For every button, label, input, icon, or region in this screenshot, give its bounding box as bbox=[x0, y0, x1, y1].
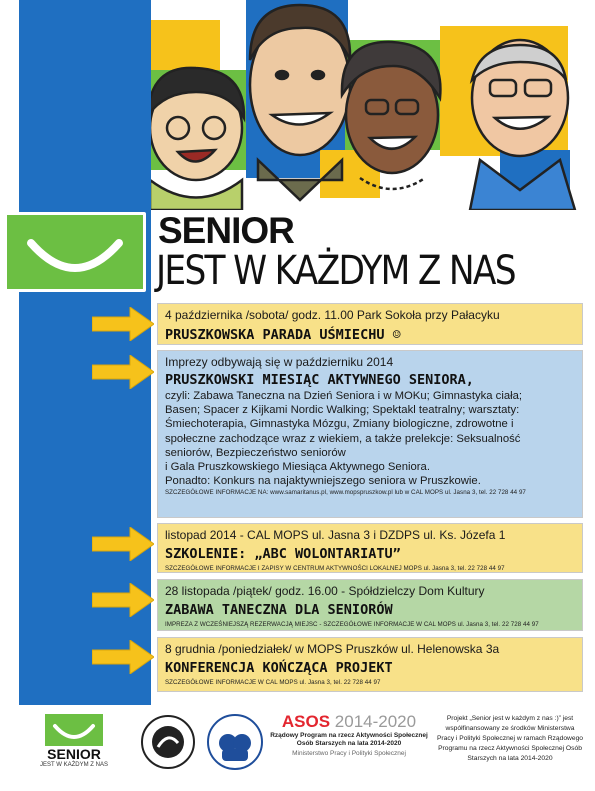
event-details: listopad 2014 - CAL MOPS ul. Jasna 3 i DZDPS ul. Ks. Józefa 1 bbox=[165, 528, 506, 542]
arrow-icon bbox=[92, 583, 154, 617]
event-info: IMPREZA Z WCZEŚNIEJSZĄ REZERWACJĄ MIEJSC - SZCZEGÓŁOWE INFORMACJE W CAL MOPS ul. Jasna 3, tel. 22 728 44 97 bbox=[165, 621, 539, 628]
footer-senior-logo bbox=[30, 712, 118, 778]
asos-line1: Rządowy Program na rzecz Aktywności Społecznej bbox=[270, 732, 428, 739]
asos-title: ASOS bbox=[281, 712, 331, 731]
asos-line2: Osób Starszych na lata 2014-2020 bbox=[296, 740, 402, 747]
event-title: PRUSZKOWSKI MIESIĄC AKTYWNEGO SENIORA, bbox=[165, 372, 474, 388]
asos-years: 2014-2020 bbox=[334, 712, 417, 731]
title-subtitle: JEST W KAŻDYM Z NAS bbox=[156, 248, 515, 294]
event-box-active-senior-month bbox=[157, 350, 583, 518]
arrow-icon bbox=[92, 307, 154, 341]
event-info: SZCZEGÓŁOWE INFORMACJE I ZAPISY W CENTRUM AKTYWNOŚCI LOKALNEJ MOPS ul. Jasna 3, tel. 22 728 44 97 bbox=[165, 565, 505, 572]
footer-logo-title: SENIOR bbox=[47, 746, 101, 762]
event-info: SZCZEGÓŁOWE INFORMACJE W CAL MOPS ul. Jasna 3, tel. 22 728 44 97 bbox=[165, 679, 381, 686]
asos-logo bbox=[270, 712, 428, 774]
event-details: 8 grudnia /poniedziałek/ w MOPS Pruszków ul. Helenowska 3a bbox=[165, 642, 500, 656]
event-title: ZABAWA TANECZNA DLA SENIORÓW bbox=[165, 602, 393, 618]
event-details: 4 października /sobota/ godz. 11.00 Park Sokoła przy Pałacyku bbox=[165, 308, 500, 322]
event-description: czyli: Zabawa Taneczna na Dzień Seniora i w MOKu; Gimnastyka ciała; Basen; Spacer z Kijkami Nordic Walking; Spektakl teatralny; warsztaty: Śmiechoterapia, Gimnastyka Mózgu, Zmiany biologiczne, zdrowotne i społeczne zachodzące wraz z wiekiem, a także prelekcje: Seksualność seniorów, Bezpieczeństwo seniorów i Gala Pruszkowskiego Miesiąca Aktywnego Seniora. Ponadto: Konkurs na najaktywniejszego seniora w Pruszkowie. bbox=[165, 390, 523, 488]
event-box-dance bbox=[157, 579, 583, 631]
partner-circle-logo bbox=[206, 713, 264, 771]
project-funding-note: Projekt „Senior jest w każdym z nas :)” jest współfinansowany ze środków Ministerstwa Pracy i Polityki Społecznej w ramach Rządowego Programu na rzecz Aktywności Społecznej Osób Starszych na lata 2014-2020 bbox=[436, 715, 584, 762]
smile-logo bbox=[4, 212, 146, 292]
event-box-training bbox=[157, 523, 583, 573]
event-details: Imprezy odbywają się w październiku 2014 bbox=[165, 355, 394, 369]
asos-ministry: Ministerstwo Pracy i Polityki Społecznej bbox=[292, 750, 406, 757]
event-box-conference bbox=[157, 637, 583, 692]
title-senior: SENIOR bbox=[158, 210, 294, 251]
event-title: SZKOLENIE: „ABC WOLONTARIATU” bbox=[165, 546, 401, 562]
event-title: PRUSZKOWSKA PARADA UŚMIECHU ☺ bbox=[165, 327, 401, 343]
event-title: KONFERENCJA KOŃCZĄCA PROJEKT bbox=[165, 660, 393, 676]
arrow-icon bbox=[92, 355, 154, 389]
fundacja-samaritanus-logo bbox=[140, 713, 196, 771]
event-details: 28 listopada /piątek/ godz. 16.00 - Spółdzielczy Dom Kultury bbox=[165, 584, 485, 598]
footer-logo-subtitle: JEST W KAŻDYM Z NAS bbox=[40, 762, 108, 768]
arrow-icon bbox=[92, 640, 154, 674]
event-info: SZCZEGÓŁOWE INFORMACJE NA: www.samaritanus.pl, www.mopspruszkow.pl lub w CAL MOPS ul. Jasna 3, tel. 22 728 44 97 bbox=[165, 489, 526, 497]
arrow-icon bbox=[92, 527, 154, 561]
event-box-parade bbox=[157, 303, 583, 345]
